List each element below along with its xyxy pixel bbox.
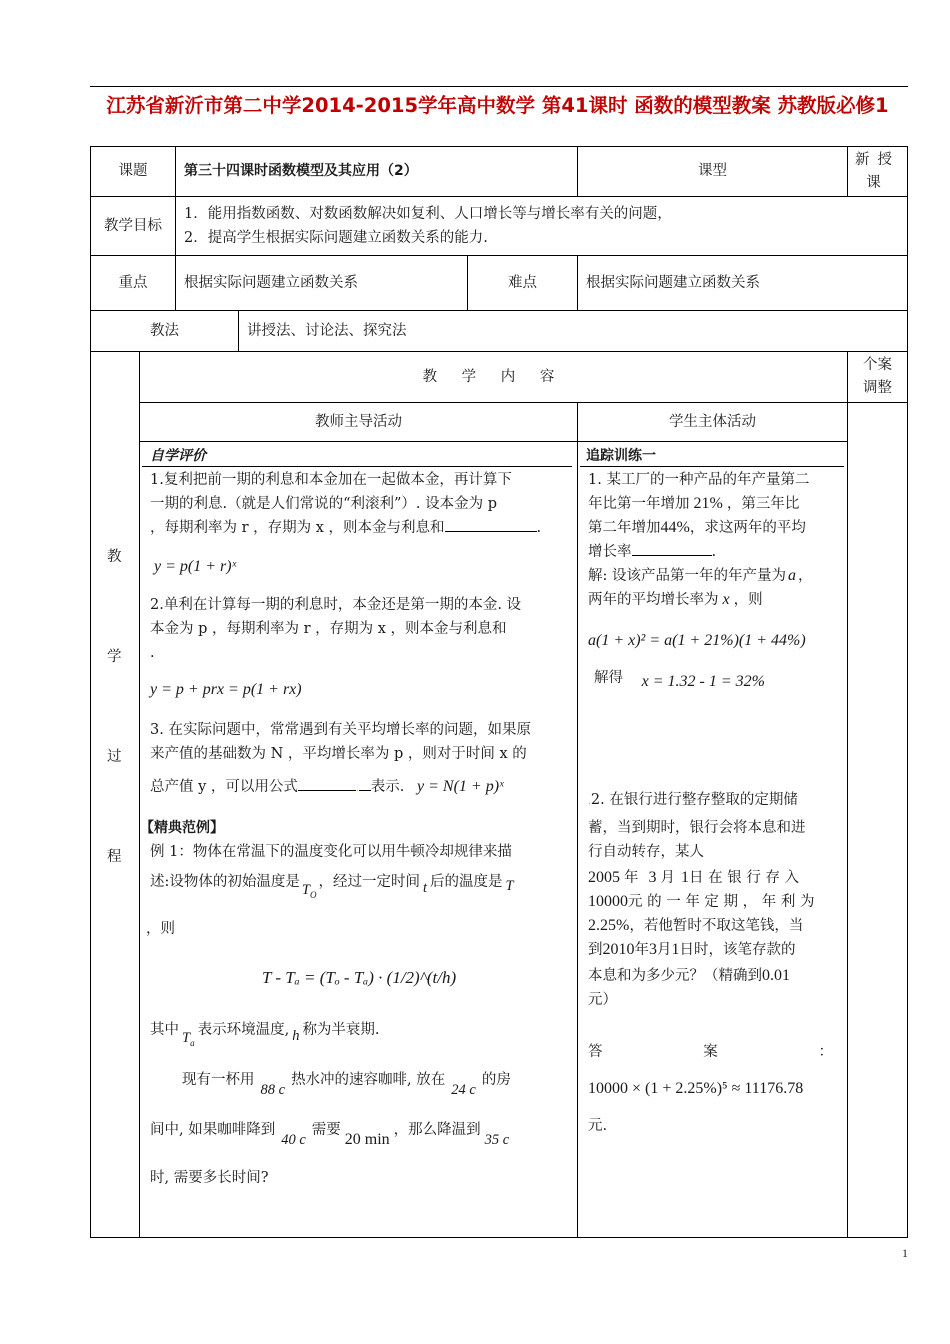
q3-line-3-text-b: 表示. xyxy=(370,779,405,795)
s2-l4f: 日 在 银 行 存 入 xyxy=(689,870,800,886)
goal-line-2: 2．提高学生根据实际问题建立函数关系的能力. xyxy=(184,230,488,246)
document-title: 江苏省新沂市第二中学2014-2015学年高中数学 第41课时 函数的模型教案 苏教版必修1 xyxy=(106,94,889,117)
s2-l5a: 10000 xyxy=(588,893,628,910)
answer-label-b: 案 xyxy=(703,1044,718,1060)
s2-l8a: 本息和为多少元？（精确到 xyxy=(588,968,762,984)
s1-line-1: 1. 某工厂的一种产品的年产量第二 xyxy=(588,472,810,488)
answer-label-c: ： xyxy=(818,1044,833,1060)
s1-l6a: 两年的平均增长率为 xyxy=(588,592,719,608)
difficulty-value xyxy=(577,255,908,311)
ex1-l6c: ，那么降温到 xyxy=(393,1122,481,1138)
s2-l4c: 3 xyxy=(648,869,657,886)
s2-l7f: 1 xyxy=(671,941,680,958)
ex1-Ta-letter: T xyxy=(182,1030,191,1046)
q3-line-3 xyxy=(150,775,504,801)
student-activity xyxy=(577,441,848,1238)
q1-line-3-text: ，每期利率为 r ，存期为 x ，则本金与利息和 xyxy=(150,520,445,536)
s1-x: x xyxy=(722,591,730,608)
ex1-l2c: 后的温度是 xyxy=(430,874,503,890)
q3-answer-blank-2 xyxy=(359,776,371,791)
ex1-Ta xyxy=(182,1030,195,1046)
s2-l7c: 年 xyxy=(634,942,649,958)
student-header: 学生主体活动 xyxy=(577,402,848,442)
ex1-h: h xyxy=(292,1028,300,1044)
q3-line-2: 来产值的基础数为 N ，平均增长率为 p ，则对于时间 x 的 xyxy=(150,746,527,762)
ex1-l5a: 现有一杯用 xyxy=(182,1072,255,1088)
ex1-l4c: 称为半衰期. xyxy=(302,1022,380,1038)
topic-label: 课题 xyxy=(90,146,176,197)
difficulty-value-text: 根据实际问题建立函数关系 xyxy=(586,274,760,291)
orange-dot-mark-2: . xyxy=(588,797,591,807)
s1-line-2 xyxy=(588,492,799,516)
q3-answer-blank xyxy=(298,776,356,791)
answer-label-a: 答 xyxy=(588,1044,603,1060)
ex1-T0-letter: T xyxy=(301,882,310,898)
q1-line-3: ，每期利率为 r ，存期为 x ，则本金与利息和 . xyxy=(150,516,541,540)
s1-l6b: ，则 xyxy=(733,592,763,608)
example-title: 【精典范例】 xyxy=(140,820,224,836)
teacher-header: 教师主导活动 xyxy=(139,402,578,442)
adjust-header xyxy=(847,351,908,403)
s1-answer-blank xyxy=(632,541,712,556)
type-value-text: 新授课 xyxy=(855,151,900,191)
goal-value xyxy=(175,196,908,256)
side-char-2: 学 xyxy=(107,649,122,665)
method-label: 教法 xyxy=(90,310,239,352)
self-eval-title: 自学评价 xyxy=(150,448,206,464)
s1-l4: 增长率 xyxy=(588,544,632,560)
s1-l5a: 解: 设该产品第一年的年产量为 xyxy=(588,568,786,584)
s2-l7b: 2010 xyxy=(602,941,635,958)
content-header: 教 学 内 容 xyxy=(139,351,848,403)
ex1-line-1: 例 1：物体在常温下的温度变化可以用牛顿冷却规律来描 xyxy=(150,844,512,860)
s2-l7e: 月 xyxy=(657,942,672,958)
difficulty-label: 难点 xyxy=(467,255,578,311)
method-value-text: 讲授法、讨论法、探究法 xyxy=(247,322,407,339)
q3-formula: y = N(1 + p)ˣ xyxy=(417,778,504,795)
s2-line-1 xyxy=(588,788,798,814)
s2-line-9: 元） xyxy=(588,992,617,1008)
goal-line-1: 1．能用指数函数、对数函数解决如复利、人口增长等与增长率有关的问题， xyxy=(184,206,672,222)
ex1-T0-sub: O xyxy=(309,889,317,900)
ex1-line-5 xyxy=(182,1068,511,1098)
track-underline xyxy=(580,466,844,467)
method-value xyxy=(238,310,908,352)
s1-v44: 44% xyxy=(660,519,690,536)
s2-l5b: 元 的 一 年 定 期 ， 年 利 为 xyxy=(628,894,815,910)
q2-line-2: 本金为 p ，每期利率为 r ，存期为 x ，则本金与利息和 xyxy=(150,621,507,637)
s2-l4e: 1 xyxy=(681,869,689,886)
q2-line-3: . xyxy=(150,645,155,661)
s1-v21: 21% xyxy=(693,495,723,512)
side-char-1: 教 xyxy=(107,549,122,565)
ex1-l5c: 的房 xyxy=(481,1072,511,1088)
s1-l3b: ，求这两年的平均 xyxy=(689,520,806,536)
ex1-v35: 35 c xyxy=(484,1132,510,1148)
page-number: 1 xyxy=(902,1246,908,1260)
type-value xyxy=(847,146,908,197)
ex1-T: T xyxy=(505,878,514,894)
key-value-text: 根据实际问题建立函数关系 xyxy=(184,274,358,291)
adjust-header-text: 个案调整 xyxy=(863,357,892,396)
q1-line-2: 一期的利息.（就是人们常说的“利滚利”）. 设本金为 p xyxy=(150,496,498,512)
ex1-formula-text: T - Tₐ = (Tₒ - Tₐ) · (1/2)^(t/h) xyxy=(262,968,457,987)
ex1-line-3: ，则 xyxy=(146,921,175,937)
s2-line-1-text: 2. 在银行进行整存整取的定期储 xyxy=(590,792,798,808)
s1-l2a: 年比第一年增加 xyxy=(588,496,690,512)
q3-line-3-text-a: 总产值 y ，可以用公式 xyxy=(150,779,298,795)
answer-formula: 10000 × (1 + 2.25%)⁵ ≈ 11176.78 xyxy=(588,1080,804,1097)
s1-line-5 xyxy=(588,564,813,588)
s2-l7d: 3 xyxy=(649,941,657,958)
key-value xyxy=(175,255,468,311)
s1-solve-label: 解得 xyxy=(594,670,623,686)
q1-answer-blank xyxy=(445,517,537,532)
goal-label: 教学目标 xyxy=(90,196,176,256)
ex1-T0 xyxy=(302,882,317,898)
q1-line-1: 1.复利把前一期的利息和本金加在一起做本金，再计算下 xyxy=(150,472,512,488)
s2-l4d: 月 xyxy=(660,870,675,886)
s2-l6a: 2.25% xyxy=(588,917,630,934)
ex1-t: t xyxy=(422,880,427,896)
ex1-line-4 xyxy=(150,1018,380,1047)
s1-formula: a(1 + x)² = a(1 + 21%)(1 + 44%) xyxy=(588,632,806,649)
teacher-activity xyxy=(139,441,578,1238)
ex1-line-2 xyxy=(150,870,514,899)
q2-formula: y = p + prx = p(1 + rx) xyxy=(150,681,302,698)
side-char-4: 程 xyxy=(107,849,122,865)
ex1-l6a: 间中, 如果咖啡降到 xyxy=(150,1122,276,1138)
s1-line-3 xyxy=(588,516,806,540)
s1-a: a xyxy=(788,567,796,584)
q1-formula: y = p(1 + r)ˣ xyxy=(154,558,237,575)
s2-line-4 xyxy=(588,866,843,890)
ex1-l5b: 热水冲的速容咖啡, 放在 xyxy=(291,1072,446,1088)
track-title: 追踪训练一 xyxy=(586,448,656,464)
ex1-v88: 88 c xyxy=(260,1082,286,1098)
s1-l5b: ， xyxy=(798,568,813,584)
type-label: 课型 xyxy=(577,146,848,197)
s2-line-3: 行自动转存，某人 xyxy=(588,844,704,860)
q3-line-1: 3. 在实际问题中，常常遇到有关平均增长率的问题，如果原 xyxy=(150,722,531,738)
ex1-l2b: ，经过一定时间 xyxy=(318,874,420,890)
s1-l3a: 第二年增加 xyxy=(588,520,661,536)
s1-l2b: ，第三年比 xyxy=(726,496,800,512)
ex1-Ta-sub: a xyxy=(190,1037,195,1048)
ex1-l4a: 其中 xyxy=(150,1022,179,1038)
s2-line-5 xyxy=(588,890,814,914)
ex1-l2a: 述:设物体的初始温度是 xyxy=(150,874,300,890)
s2-l7g: 日时，该笔存款的 xyxy=(679,942,796,958)
side-char-3: 过 xyxy=(107,749,122,765)
s2-l8b: 0.01 xyxy=(762,967,790,984)
self-eval-underline xyxy=(142,466,572,467)
s1-line-4: 增长率 . xyxy=(588,540,716,564)
topic-value xyxy=(175,146,578,197)
process-side-column xyxy=(90,351,140,1238)
key-label: 重点 xyxy=(90,255,176,311)
ex1-l6b: 需要 xyxy=(311,1122,341,1138)
answer-unit: 元. xyxy=(588,1118,608,1134)
s2-l4a: 2005 xyxy=(588,869,620,886)
ex1-v40: 40 c xyxy=(281,1132,306,1148)
s2-l6b: ，若他暂时不取这笔钱，当 xyxy=(629,918,804,934)
q2-line-1: 2.单利在计算每一期的利息时，本金还是第一期的本金. 设 xyxy=(150,597,522,613)
s2-l4b: 年 xyxy=(624,870,639,886)
s2-l7a: 到 xyxy=(588,942,603,958)
answer-label-row xyxy=(588,1040,833,1064)
ex1-line-6 xyxy=(150,1118,513,1148)
s2-line-7 xyxy=(588,938,796,962)
s2-line-8 xyxy=(588,964,790,988)
ex1-v20: 20 min xyxy=(344,1131,390,1148)
s1-solve-row xyxy=(594,666,765,690)
ex1-line-7: 时, 需要多长时间? xyxy=(150,1170,269,1186)
ex1-l4b: 表示环境温度, xyxy=(197,1022,290,1038)
orange-dot-mark: . xyxy=(355,784,359,794)
s2-line-6 xyxy=(588,914,803,938)
s2-line-2: 蓄，当到期时，银行会将本息和进 xyxy=(588,820,806,836)
s1-solve: x = 1.32 - 1 = 32% xyxy=(641,673,765,690)
ex1-formula xyxy=(262,954,502,1014)
top-rule xyxy=(90,86,908,87)
s1-line-6 xyxy=(588,588,763,612)
topic-value-text: 第三十四课时函数模型及其应用（2） xyxy=(184,163,418,179)
adjust-column xyxy=(847,402,908,1238)
ex1-v24: 24 c xyxy=(451,1082,476,1098)
